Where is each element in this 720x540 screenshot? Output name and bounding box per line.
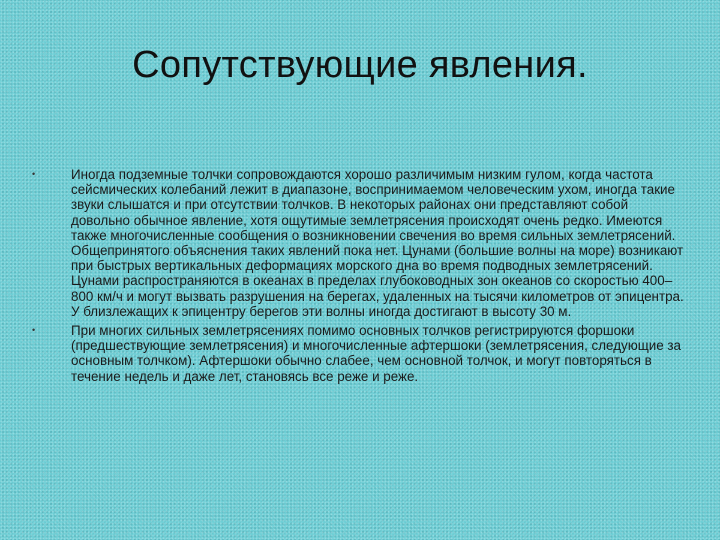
bullet-text: Иногда подземные толчки сопровождаются хорошо различимым низким гулом, когда частота сейсмических колебаний лежит в диапазоне, воспринимаемом человеческим ухом, иногда такие звуки слышатся и при отсутствии толчков. В некоторых районах они представляют собой довольно обычное явление, хотя ощутимые землетрясения происходят очень редко. Имеются также многочисленные сообщения о возникновении свечения во время сильных землетрясений. Общепринятого объяснения таких явлений пока нет. Цунами (большие волны на море) возникают при быстрых вертикальных деформациях морского дна во время подводных землетрясений. Цунами распространяются в океанах в пределах глубоководных зон океанов со скоростью 400–800 км/ч и могут вызвать разрушения на берегах, удаленных на тысячи километров от эпицентра. У близлежащих к эпицентру берегов эти волны иногда достигают в высоту 30 м. bbox=[71, 167, 684, 319]
bullet-dot-icon: • bbox=[32, 169, 36, 179]
bullet-list bbox=[28, 167, 690, 384]
bullet-item-aftershocks bbox=[28, 323, 690, 384]
bullet-item-tsunami bbox=[28, 167, 690, 319]
bullet-text: При многих сильных землетрясениях помимо основных толчков регистрируются форшоки (предшествующие землетрясения) и многочисленные афтершоки (землетрясения, следующие за основным толчком). Афтершоки обычно слабее, чем основной толчок, и могут повторяться в течение недель и даже лет, становясь все реже и реже. bbox=[71, 323, 682, 384]
slide-title: Сопутствующие явления. bbox=[132, 44, 588, 86]
bullet-dot-icon: • bbox=[32, 325, 36, 336]
